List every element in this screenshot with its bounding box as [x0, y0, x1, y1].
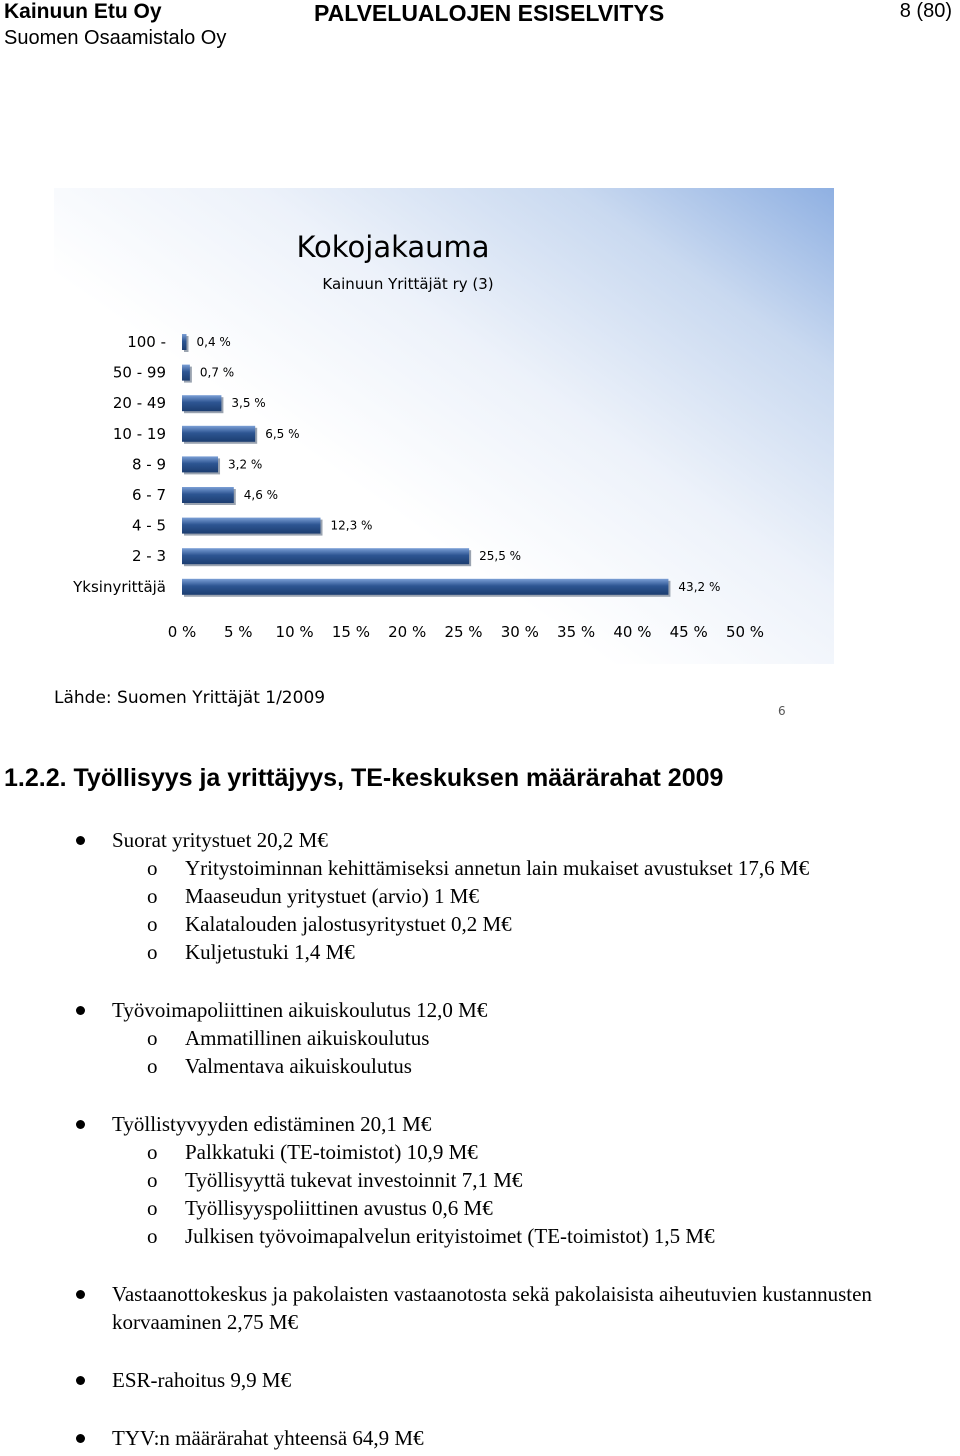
sub-bullet-marker: o: [147, 1054, 158, 1078]
bar-data-label: 43,2 %: [678, 579, 721, 594]
bullet-group: [0, 1280, 960, 1336]
sub-bullet-item: o Maaseudun yritystuet (arvio) 1 M€: [147, 884, 479, 908]
sub-bullet-item: o Kalatalouden jalostusyritystuet 0,2 M€: [147, 912, 512, 936]
x-tick-label: 15 %: [331, 623, 370, 641]
y-tick-label: 20 - 49: [112, 394, 166, 413]
sub-bullet-marker: o: [147, 1196, 158, 1220]
x-tick-label: 35 %: [557, 623, 596, 641]
sub-bullet-marker: o: [147, 940, 158, 964]
sub-bullet-marker: o: [147, 1224, 158, 1248]
bar: [182, 426, 255, 442]
bar-data-label: 3,5 %: [231, 396, 266, 411]
x-tick-label: 25 %: [444, 623, 483, 641]
source-note: Lähde: Suomen Yrittäjät 1/2009: [54, 688, 326, 708]
x-tick-label: 0 %: [167, 623, 197, 641]
x-tick-label: 50 %: [725, 623, 765, 641]
bullet-item: Työllistyvyyden edistäminen 20,1 M€: [0, 1110, 960, 1138]
sub-bullet-item: o Palkkatuki (TE-toimistot) 10,9 M€: [147, 1140, 478, 1164]
header-company-2: Suomen Osaamistalo Oy: [4, 27, 227, 49]
bullet-item: Vastaanottokeskus ja pakolaisten vastaanotosta sekä pakolaisista aiheutuvien kustannusten korvaaminen 2,75 M€: [0, 1280, 912, 1336]
sub-bullet-marker: o: [147, 856, 158, 880]
bar-data-label: 4,6 %: [243, 488, 279, 502]
sub-bullet-item: o Kuljetustuki 1,4 M€: [147, 940, 355, 964]
bullet-group: [0, 1110, 960, 1250]
header-title: PALVELUALOJEN ESISELVITYS: [314, 0, 665, 26]
x-tick-label: 40 %: [613, 623, 652, 641]
x-tick-label: 10 %: [275, 623, 314, 641]
sub-bullet-marker: o: [147, 884, 158, 908]
slide-number: 6: [778, 704, 786, 718]
bullet-item: TYV:n määrärahat yhteensä 64,9 M€: [0, 1424, 960, 1452]
bar: [182, 395, 221, 411]
sub-bullet-marker: o: [147, 1168, 158, 1192]
bar: [182, 334, 187, 350]
y-tick-label: 10 - 19: [112, 424, 166, 443]
bar-data-label: 12,3 %: [330, 518, 373, 533]
section-title: 1.2.2. Työllisyys ja yrittäjyys, TE-keskuksen määrärahat 2009: [4, 764, 724, 792]
sub-bullet-item: o Julkisen työvoimapalvelun erityistoimet (TE-toimistot) 1,5 M€: [147, 1224, 715, 1248]
sub-bullet-item: o Yritystoiminnan kehittämiseksi annetun lain mukaiset avustukset 17,6 M€: [147, 856, 810, 880]
y-tick-label: 4 - 5: [131, 516, 166, 535]
bar-data-label: 0,4 %: [196, 335, 231, 349]
bar: [182, 518, 320, 534]
bar: [182, 548, 469, 564]
bar-data-label: 6,5 %: [265, 426, 300, 441]
y-tick-label: 50 - 99: [112, 363, 166, 382]
y-tick-label: 100 -: [127, 333, 166, 351]
header-company-1: Kainuun Etu Oy: [4, 0, 162, 23]
bullet-item: Suorat yritystuet 20,2 M€: [0, 826, 960, 854]
sub-bullet-marker: o: [147, 1026, 158, 1050]
bullet-group: [0, 1366, 960, 1394]
y-tick-label: 6 - 7: [131, 486, 166, 504]
chart-subtitle: Kainuun Yrittäjät ry (3): [322, 275, 494, 293]
y-tick-label: Yksinyrittäjä: [73, 577, 166, 596]
sub-bullet-item: o Työllisyyspoliittinen avustus 0,6 M€: [147, 1196, 493, 1220]
sub-bullet-item: o Työllisyyttä tukevat investoinnit 7,1 M€: [147, 1168, 523, 1192]
sub-bullet-item: o Ammatillinen aikuiskoulutus: [147, 1026, 430, 1050]
bar: [182, 579, 668, 595]
bullet-item: ESR-rahoitus 9,9 M€: [0, 1366, 960, 1394]
sub-bullet-marker: o: [147, 912, 158, 936]
bullet-group: [0, 996, 960, 1080]
bar: [182, 365, 190, 381]
x-tick-label: 30 %: [500, 623, 539, 641]
sub-bullet-marker: o: [147, 1140, 158, 1164]
bullet-item: Työvoimapoliittinen aikuiskoulutus 12,0 M€: [0, 996, 960, 1024]
chart-area: [54, 188, 834, 664]
bar: [182, 456, 218, 472]
bar: [182, 487, 234, 503]
bullet-list: [0, 826, 960, 1452]
sub-bullet-item: o Valmentava aikuiskoulutus: [147, 1054, 412, 1078]
bar-data-label: 3,2 %: [228, 457, 263, 472]
y-tick-label: 8 - 9: [131, 455, 166, 474]
x-tick-label: 5 %: [224, 623, 253, 641]
bullet-group: [0, 826, 960, 966]
x-tick-label: 45 %: [669, 623, 708, 641]
bar-data-label: 0,7 %: [199, 365, 235, 380]
bar-data-label: 25,5 %: [479, 549, 522, 564]
y-tick-label: 2 - 3: [131, 547, 166, 566]
x-tick-label: 20 %: [388, 623, 427, 641]
header-page-number: 8 (80): [899, 0, 952, 22]
bar-chart: [54, 188, 834, 664]
chart-title: Kokojakauma: [296, 230, 490, 264]
bullet-group: [0, 1424, 960, 1452]
